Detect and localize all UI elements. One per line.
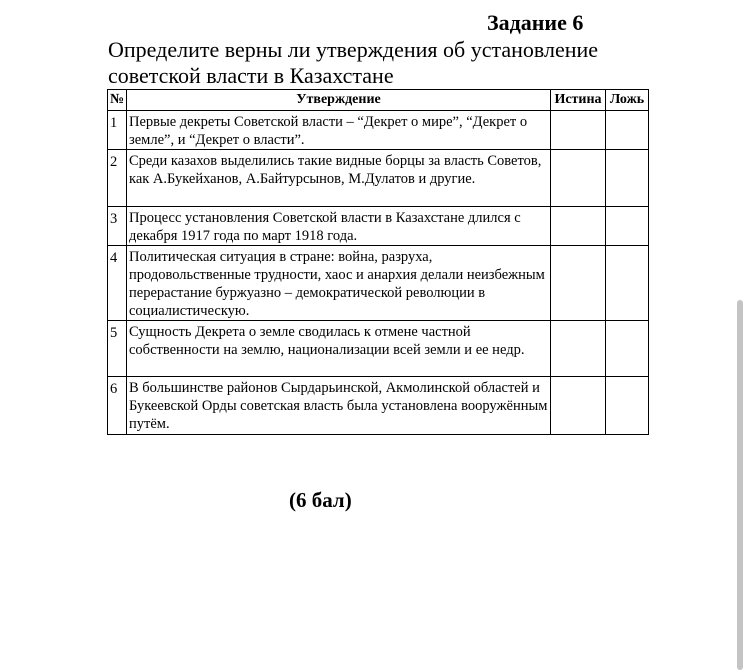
- row-statement: Процесс установления Советской власти в Казахстане длился с декабря 1917 года по март 1918 года.: [127, 207, 551, 246]
- task-title: Задание 6: [487, 10, 584, 35]
- row-number: 3: [108, 207, 127, 246]
- row-true-cell[interactable]: [551, 207, 606, 246]
- row-number: 1: [108, 111, 127, 150]
- row-number: 5: [108, 321, 127, 377]
- table-row: [108, 321, 649, 377]
- row-true-cell[interactable]: [551, 111, 606, 150]
- header-number: №: [108, 90, 127, 111]
- row-number: 4: [108, 246, 127, 321]
- row-false-cell[interactable]: [606, 207, 649, 246]
- row-false-cell[interactable]: [606, 150, 649, 207]
- row-false-cell[interactable]: [606, 377, 649, 435]
- table-row: [108, 246, 649, 321]
- row-false-cell[interactable]: [606, 246, 649, 321]
- table-row: [108, 150, 649, 207]
- row-statement: В большинстве районов Сырдарьинской, Акмолинской областей и Букеевской Орды советская власть была установлена вооружённым путём.: [127, 377, 551, 435]
- row-statement: Политическая ситуация в стране: война, разруха, продовольственные трудности, хаос и анархия делали неизбежным перерастание буржуазно – демократической революции в социалистическую.: [127, 246, 551, 321]
- table-row: [108, 377, 649, 435]
- task-instruction: Определите верны ли утверждения об установление советской власти в Казахстане: [108, 37, 599, 88]
- row-true-cell[interactable]: [551, 377, 606, 435]
- table-header-row: [108, 90, 649, 111]
- row-true-cell[interactable]: [551, 150, 606, 207]
- row-true-cell[interactable]: [551, 321, 606, 377]
- header-statement: Утверждение: [127, 90, 551, 111]
- row-false-cell[interactable]: [606, 111, 649, 150]
- table-row: [108, 207, 649, 246]
- row-number: 6: [108, 377, 127, 435]
- row-number: 2: [108, 150, 127, 207]
- statements-table: [107, 89, 649, 435]
- header-true: Истина: [551, 90, 606, 111]
- table-row: [108, 111, 649, 150]
- row-statement: Сущность Декрета о земле сводилась к отмене частной собственности на землю, национализации всей земли и ее недр.: [127, 321, 551, 377]
- vertical-scrollbar[interactable]: [737, 300, 743, 670]
- row-statement: Первые декреты Советской власти – “Декрет о мире”, “Декрет о земле”, и “Декрет о власти”.: [127, 111, 551, 150]
- score-label: (6 бал): [289, 488, 352, 512]
- row-statement: Среди казахов выделились такие видные борцы за власть Советов, как А.Букейханов, А.Байтурсынов, М.Дулатов и другие.: [127, 150, 551, 207]
- header-false: Ложь: [606, 90, 649, 111]
- row-false-cell[interactable]: [606, 321, 649, 377]
- row-true-cell[interactable]: [551, 246, 606, 321]
